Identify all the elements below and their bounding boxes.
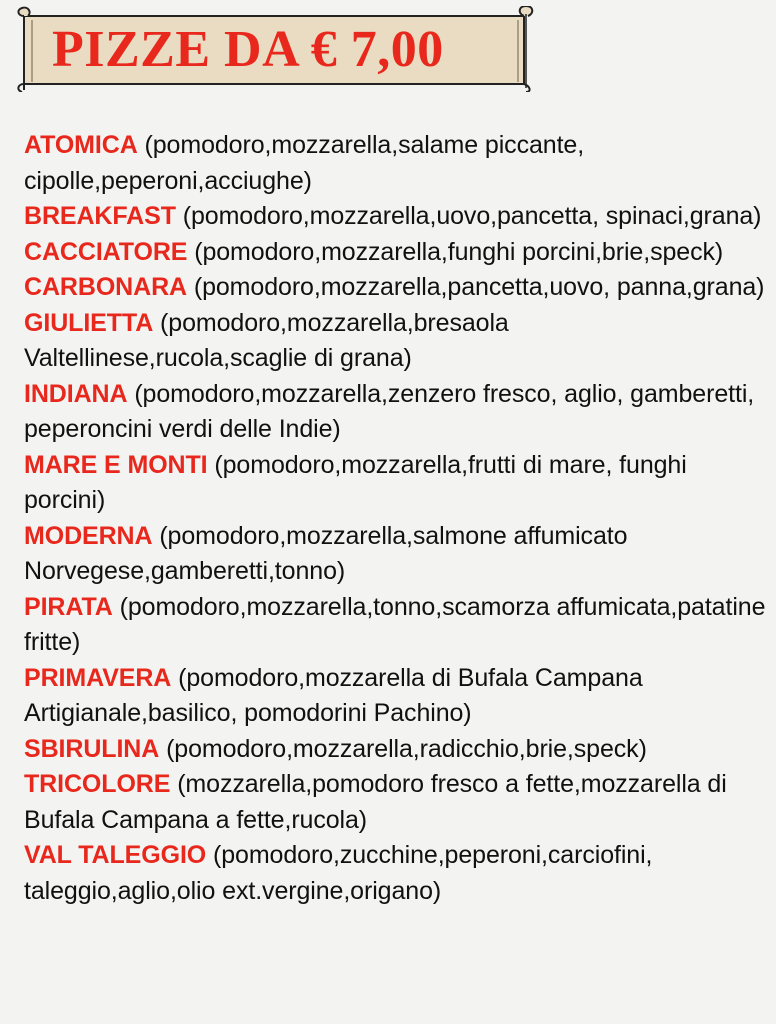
pizza-ingredients: (mozzarella,pomodoro fresco a fette,mozzarella di Bufala Campana a fette,rucola): [24, 770, 727, 834]
page-title: PIZZE DA € 7,00: [52, 21, 444, 78]
menu-item: [24, 519, 772, 590]
pizza-name: CARBONARA: [24, 273, 187, 301]
pizza-ingredients: (pomodoro,mozzarella,bresaola Valtellinese,rucola,scaglie di grana): [24, 308, 509, 372]
menu-item: [24, 838, 772, 909]
pizza-ingredients: (pomodoro,mozzarella,tonno,scamorza affumicata,patatine fritte): [24, 592, 766, 656]
pizza-ingredients: (pomodoro,mozzarella,radicchio,brie,speck): [166, 734, 647, 763]
pizza-name: GIULIETTA: [24, 308, 154, 337]
pizza-ingredients: (pomodoro,zucchine,peperoni,carciofini, taleggio,aglio,olio ext.vergine,origano): [24, 841, 653, 905]
pizza-name: CACCIATORE: [24, 237, 188, 266]
menu-item: [24, 590, 772, 661]
menu-item: [24, 448, 772, 519]
menu-item: [24, 767, 772, 838]
pizza-name: TRICOLORE: [24, 770, 171, 798]
pizza-name: SBIRULINA: [24, 734, 160, 763]
pizza-ingredients: (pomodoro,mozzarella,salame piccante, cipolle,peperoni,acciughe): [24, 131, 585, 195]
menu-item: [24, 235, 772, 271]
pizza-name: MODERNA: [24, 521, 153, 550]
pizza-menu-list: [24, 128, 772, 909]
menu-item: [24, 270, 772, 306]
menu-item: [24, 306, 772, 377]
pizza-name: MARE E MONTI: [24, 450, 208, 479]
menu-item: [24, 661, 772, 732]
pizza-ingredients: (pomodoro,mozzarella,uovo,pancetta, spinaci,grana): [182, 202, 762, 230]
pizza-ingredients: (pomodoro,mozzarella,funghi porcini,brie,speck): [194, 237, 724, 266]
pizza-ingredients: (pomodoro,mozzarella,pancetta,uovo, panna,grana): [193, 273, 765, 301]
pizza-ingredients: (pomodoro,mozzarella,salmone affumicato Norvegese,gamberetti,tonno): [24, 521, 628, 585]
pizza-ingredients: (pomodoro,mozzarella,frutti di mare, funghi porcini): [24, 450, 687, 514]
menu-item: [24, 732, 772, 768]
pizza-name: VAL TALEGGIO: [24, 841, 207, 869]
pizza-name: PRIMAVERA: [24, 663, 172, 692]
pizza-name: PIRATA: [24, 592, 113, 621]
pizza-ingredients: (pomodoro,mozzarella di Bufala Campana Artigianale,basilico, pomodorini Pachino): [24, 663, 643, 727]
menu-item: [24, 377, 772, 448]
pizza-ingredients: (pomodoro,mozzarella,zenzero fresco, aglio, gamberetti, peperoncini verdi delle Indie): [24, 379, 755, 443]
pizza-name: BREAKFAST: [24, 202, 176, 230]
pizza-name: ATOMICA: [24, 131, 138, 159]
pizza-name: INDIANA: [24, 379, 128, 408]
title-banner: [14, 6, 536, 92]
menu-item: [24, 199, 772, 235]
menu-item: [24, 128, 772, 199]
